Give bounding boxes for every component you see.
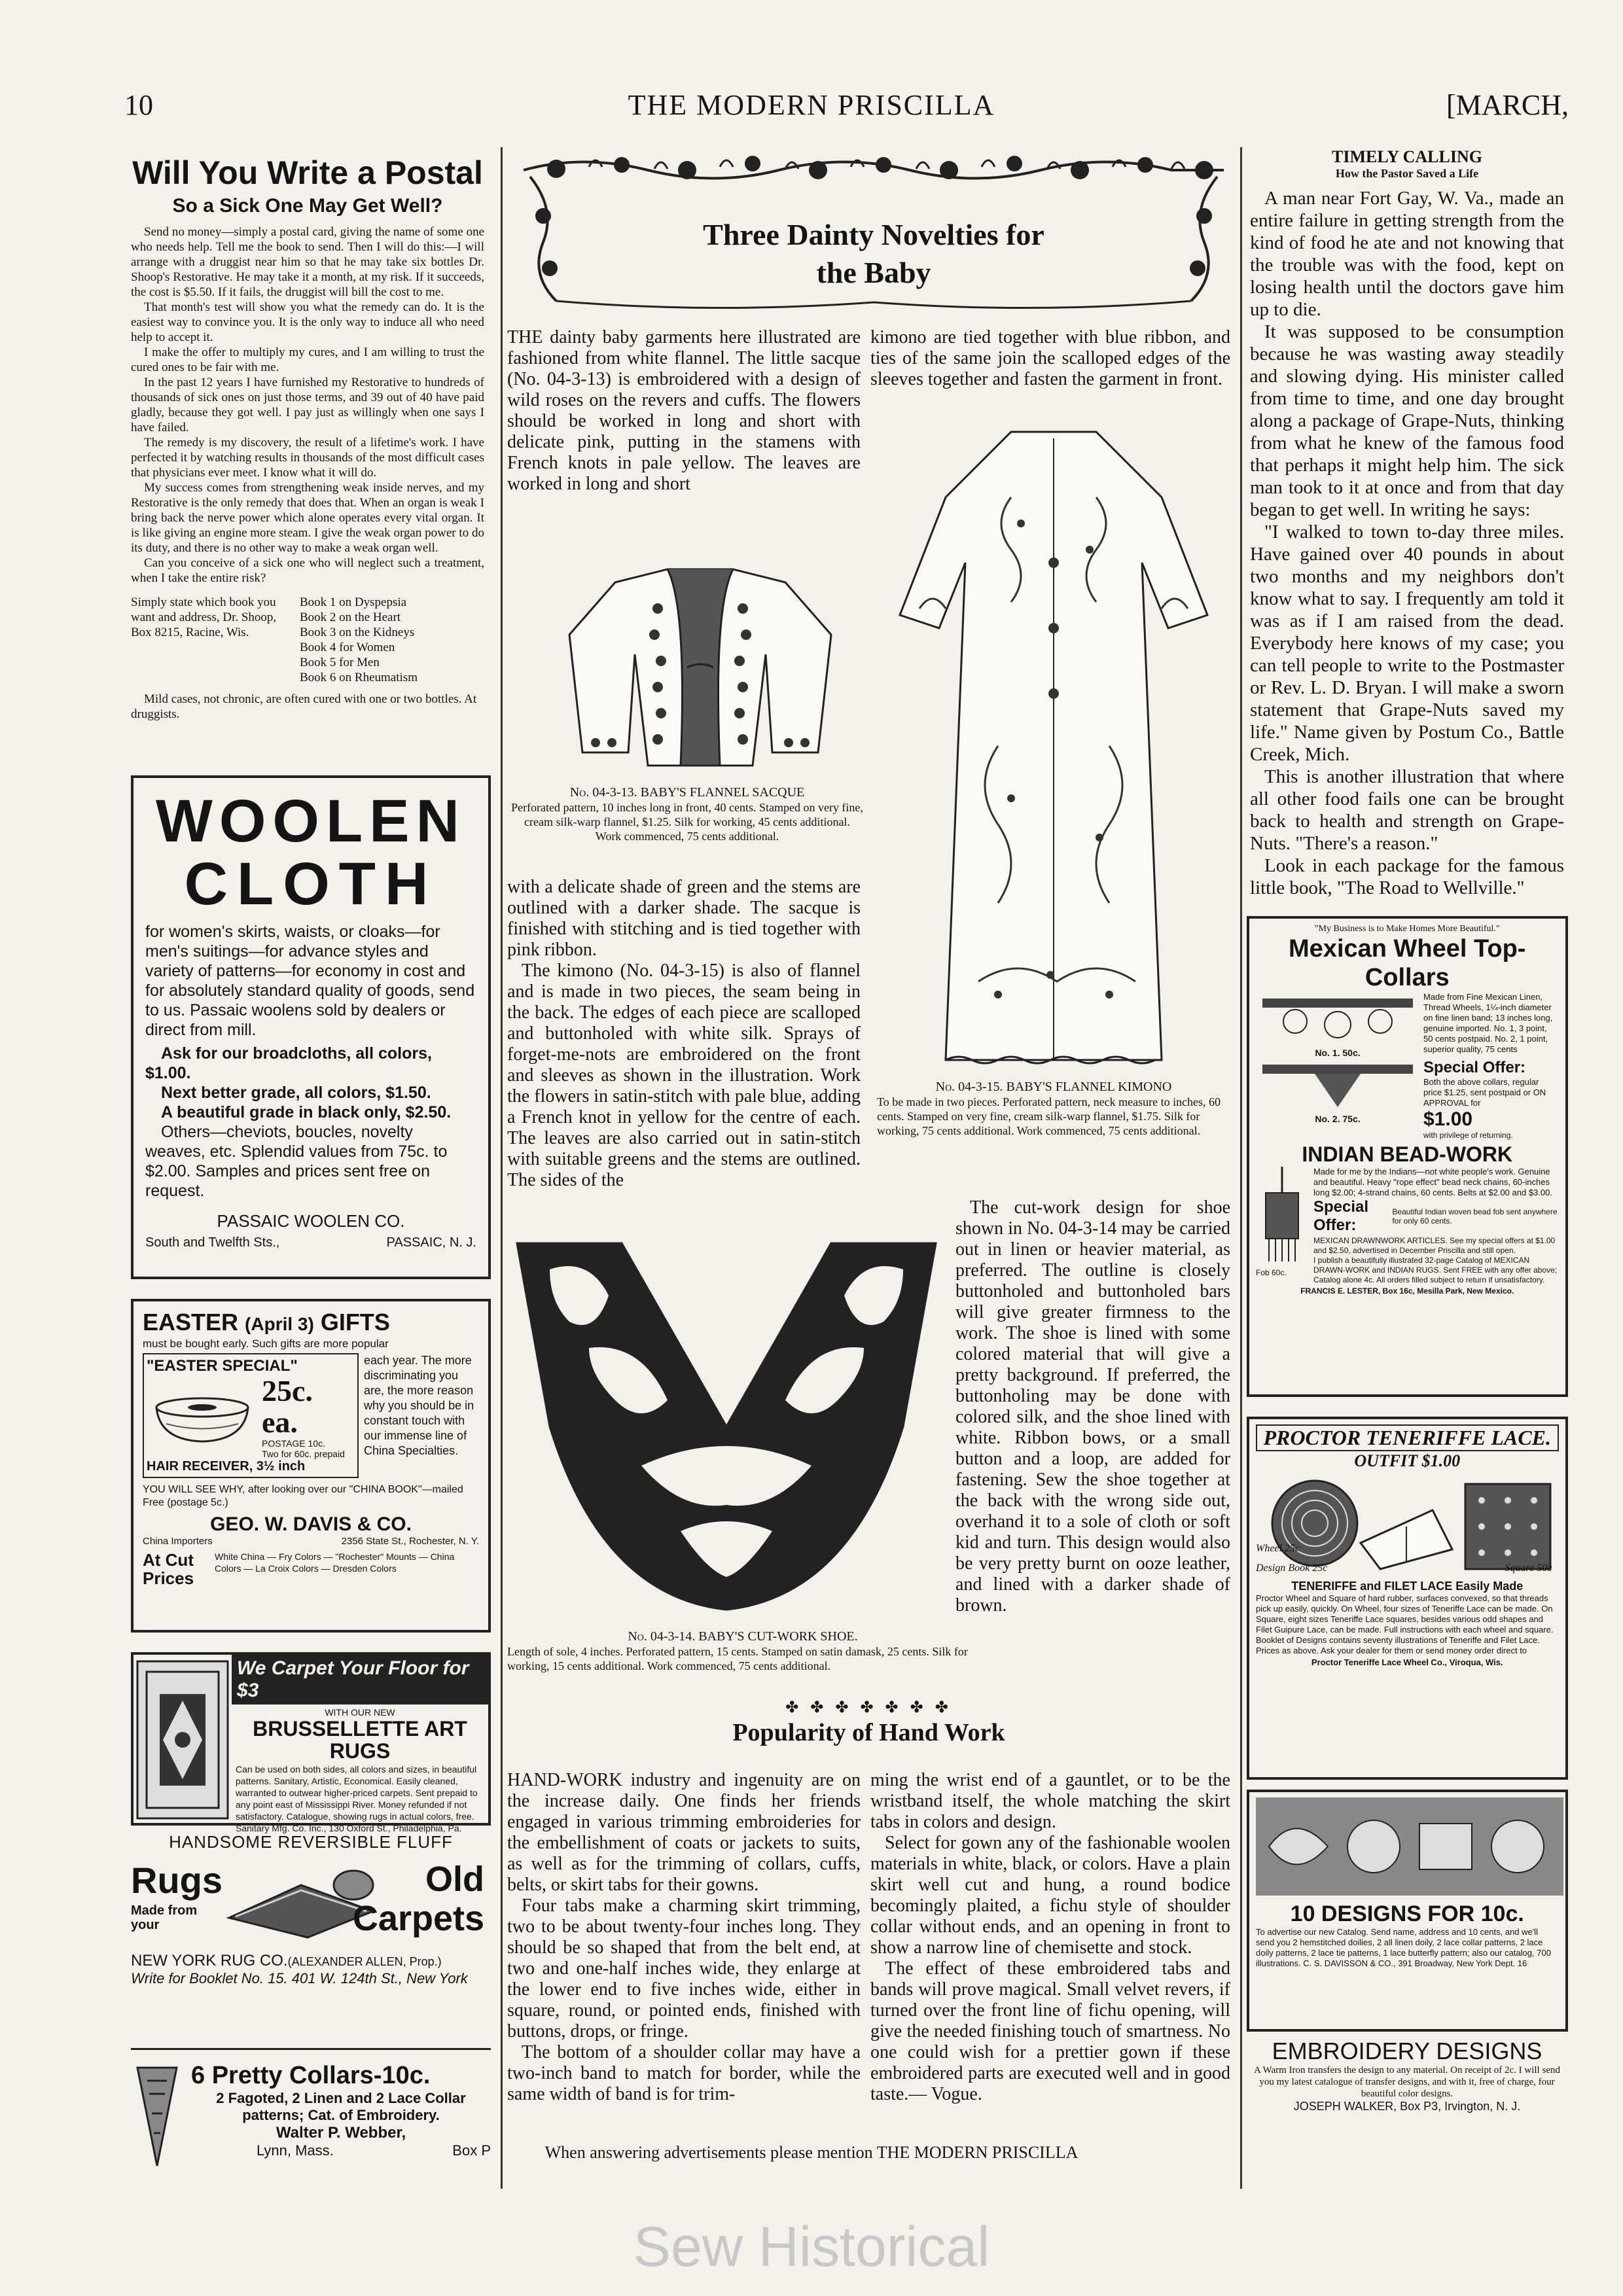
- article-title-line1: Three Dainty Novelties for: [703, 218, 1044, 251]
- timely-calling: [1250, 147, 1564, 899]
- proctor-design: Design Book 25c: [1256, 1563, 1328, 1574]
- collars-name: Walter P. Webber,: [276, 2124, 406, 2142]
- easter-ad: [131, 1299, 491, 1633]
- postal-para: My success comes from strengthening weak inside nerves, and my Restorative is the only remedy that does that. When an organ is weak I bring back the nerve power which alone operates every vital organ. It is like giving an engine more steam. I give the weak organ power to do its duty, and there is no other way to make a weak organ well.: [131, 481, 484, 555]
- sacque-caption: No. 04-3-13. BABY'S FLANNEL SACQUE: [569, 785, 805, 800]
- bead-offer-body: Beautiful Indian woven bead fob sent anywhere for only 60 cents.: [1392, 1207, 1558, 1226]
- timely-para: A man near Fort Gay, W. Va., made an entire failure in getting strength from the kind of food he ate and not knowing that the trouble was with the food, kept on losing health until the doctors gave him up to die.: [1250, 188, 1564, 320]
- embroidery-ad: [1250, 2038, 1564, 2113]
- timely-subtitle: How the Pastor Saved a Life: [1335, 167, 1479, 180]
- proctor-body: Proctor Wheel and Square of hard rubber, surfaces convexed, so that threads pick up easily, quickly. On Wheel, four sizes of Teneriffe Lace can be made. On Square, eight sizes Teneriffe Lace squares, besides various odd shapes and Filet Guipure Lace, can be made. Full instructions with each wheel and square. Booklet of Designs contains seventy illustrations of Teneriffe and Filet Lace. Prices as above. Ask your dealer for them or send money order direct to: [1256, 1593, 1554, 1655]
- carpet-text: [232, 1655, 488, 1833]
- carpet-with: WITH OUR NEW: [325, 1707, 395, 1718]
- article-title-block: [517, 150, 1230, 321]
- postal-books: [131, 595, 484, 685]
- timely-para: This is another illustration that where all other food fails one can be brought back to health and strength on Grape-Nuts. "There's a reason.": [1250, 766, 1564, 854]
- hair-receiver-icon: [147, 1388, 258, 1447]
- easter-importers: China Importers: [143, 1536, 213, 1547]
- carpets-word: Carpets: [352, 1899, 484, 1938]
- article-mid-text: [507, 877, 861, 1191]
- collars-body: 2 Fagoted, 2 Linen and 2 Lace Collar patterns; Cat. of Embroidery.: [216, 2090, 466, 2123]
- embroidery-title: EMBROIDERY DESIGNS: [1272, 2038, 1543, 2064]
- mexican-desc: Made from Fine Mexican Linen, Thread Wheels, 1¼-inch diameter on fine linen band; 13 inches long, genuine imported. No. 1, 3 point, 50 cents postpaid. No. 2, 1 point, superior quality, 75 cents: [1423, 992, 1553, 1054]
- mexican-row: [1256, 992, 1559, 1140]
- article-title: [582, 216, 1165, 292]
- sacque-details: Perforated pattern, 10 inches long in front, 40 cents. Stamped on very fine, cream silk-warp flannel, $1.25. Silk for working, 45 cents additional. Work commenced, 75 cents additional.: [511, 801, 863, 843]
- sacque-icon: [556, 556, 844, 779]
- proctor-square: Square 50c: [1505, 1563, 1552, 1574]
- book-item: Book 6 on Rheumatism: [300, 671, 418, 684]
- bead-text: [1313, 1167, 1559, 1285]
- carpet-ad-inner: [134, 1655, 488, 1833]
- handwork-header: [507, 1698, 1230, 1748]
- embroidery-address: JOSEPH WALKER, Box P3, Irvington, N. J.: [1293, 2100, 1521, 2113]
- easter-date: (April 3): [245, 1314, 314, 1334]
- proctor-outfit: OUTFIT $1.00: [1354, 1451, 1461, 1470]
- handwork-para: The effect of these embroidered tabs and bands will prove magical. Small velvet revers, if turned over the front line of fichu opening, will give the needed finishing touch of smartness. No one could wish for a prettier gown if these embroidered parts are executed well and in good taste.— Vogue.: [870, 1958, 1230, 2104]
- mexican-ad: [1247, 916, 1568, 1397]
- sacque-illustration: [556, 556, 844, 779]
- magazine-title: THE MODERN PRISCILLA: [628, 89, 995, 121]
- shoe-caption: No. 04-3-14. BABY'S CUT-WORK SHOE.: [628, 1629, 858, 1644]
- timely-title: TIMELY CALLING: [1332, 147, 1482, 166]
- easter-price: 25c. ea.: [262, 1374, 313, 1439]
- mexican-images: [1256, 992, 1419, 1140]
- mexican-title: Mexican Wheel Top-Collars: [1289, 935, 1526, 991]
- mexican-desc-col: [1423, 992, 1559, 1140]
- article-para-1: THE dainty baby garments here illustrated are fashioned from white flannel. The little sacque (No. 04-3-13) is embroidered with a design of wild roses on the revers and cuffs. The flowers should be worked in long and short with delicate pink, putting in the stamens with French knots in pale yellow. The leaves are worked in long and short: [507, 327, 861, 494]
- cloth-title: CLOTH: [184, 851, 438, 917]
- woolen-body: for women's skirts, waists, or cloaks—for men's suitings—for advance styles and variety of patterns—for economy in cost and for absolutely standard quality of goods, send to us. Passaic woolens sold by dealers or direct from mill.: [145, 923, 475, 1039]
- shoe-caption-block: [507, 1629, 978, 1673]
- watermark: Sew Historical: [633, 2216, 990, 2278]
- timely-body: [1250, 187, 1564, 899]
- easter-main: [143, 1353, 479, 1478]
- rugs-prop: (ALEXANDER ALLEN, Prop.): [287, 1955, 442, 1968]
- timely-para: Look in each package for the famous little book, "The Road to Wellville.": [1250, 855, 1564, 898]
- easter-special: "EASTER SPECIAL": [147, 1357, 298, 1375]
- bead-offer: Special Offer:: [1313, 1198, 1369, 1234]
- book-item: Book 3 on the Kidneys: [300, 626, 415, 639]
- handwork-para: HAND-WORK industry and ingenuity are on the increase daily. One finds her friends engaged in various trimming embroideries for the embellishment of coats or jackets to suits, as well as for the trimming of collars, cuffs, belts, or skirt tabs for their gowns.: [507, 1770, 861, 1895]
- postal-ad-subtitle: So a Sick One May Get Well?: [172, 195, 443, 217]
- carpet-ad: [131, 1652, 491, 1833]
- mexican-special: Special Offer:: [1423, 1059, 1526, 1076]
- collars-title: 6 Pretty Collars-10c.: [191, 2062, 431, 2089]
- handwork-para: Four tabs make a charming skirt trimming, two to be about twenty-four inches long. They should be so shaped that from the belt end, at two and one-half inches wide, they enlarge at the lower end to five inches wide, either in square, round, or pointed ends, finished with buttons, drops, or fringe.: [507, 1896, 861, 2041]
- rugs-mid: [131, 1852, 491, 1951]
- woolen-others: Others—cheviots, boucles, novelty weaves, etc. Splendid values from 75c. to $2.00. Samples and prices sent free on request.: [145, 1123, 448, 1200]
- wheel-collar-icon: [1256, 992, 1419, 1044]
- article-para-2: with a delicate shade of green and the stems are outlined with a darker shade. The sacque is finished with stitching and is tied together with pink ribbon.: [507, 877, 861, 960]
- proctor-wheel: Wheel 25c: [1256, 1543, 1300, 1554]
- postal-para: Send no money—simply a postal card, giving the name of some one who needs help. Tell me the book to send. Then I will do this:—I will arrange with a druggist near him so that he may take six bottles Dr. Shoop's Restorative. He may take it a month, at my risk. If it succeeds, the cost is $5.50. If it fails, the druggist will bill the cost to me.: [131, 225, 484, 299]
- old-word: Old: [425, 1860, 484, 1899]
- timely-para: "I walked to town to-day three miles. Have gained over 40 pounds in about two months and my neighbors don't know what to say. I frequently am told it was as if I am raised from the dead. Everybody here knows of my case; you can tell people to write to the Postmaster or Rev. L. D. Bryan. I will make a sworn statement that Grape-Nuts saved my life." Name given by Postum Co., Battle Creek, Mich.: [1250, 521, 1564, 765]
- rugs-ad: [131, 1832, 491, 2050]
- book-item: Book 1 on Dyspepsia: [300, 595, 407, 609]
- designs-body: To advertise our new Catalog. Send name, address and 10 cents, and we'll send you 2 hemstitched doilies, 2 all linen doily, 2 lace collar patterns, 2 lace doily patterns, 2 lace tie patterns, 1 lace butterfly pattern; also our catalog, 700 illustrations. C. S. DAVISSON & CO., 391 Broadway, New York Dept. 16: [1256, 1927, 1551, 1968]
- column-rule-left: [501, 147, 503, 2189]
- embroidery-body: A Warm Iron transfers the design to any material. On receipt of 2c. I will send you my latest catalogue of transfer designs, and with it, free of charge, four beautiful color designs.: [1254, 2065, 1560, 2099]
- bead-fob-col: [1256, 1167, 1308, 1285]
- proctor-company: Proctor Teneriffe Lace Wheel Co., Viroqua, Wis.: [1311, 1657, 1503, 1667]
- issue-date: [MARCH,: [1446, 89, 1569, 121]
- woolen-price-3: A beautiful grade in black only, $2.50.: [161, 1103, 452, 1122]
- bead-body: Made for me by the Indians—not white people's work. Genuine and beautiful. Heavy "rope effect" bead neck chains, 60-inches long $2.00; 4-strand chains, 60 cents. Belts at $2.00 and $3.00.: [1313, 1167, 1552, 1197]
- woolen-ad: [131, 775, 491, 1279]
- easter-why: YOU WILL SEE WHY, after looking over our "CHINA BOOK"—mailed Free (postage 5c.): [143, 1484, 463, 1508]
- mexican-special-body: Both the above collars, regular price $1.25, sent postpaid or ON APPROVAL for: [1423, 1077, 1546, 1108]
- kimono-illustration: [880, 419, 1227, 1073]
- woolen-price-2: Next better grade, all colors, $1.50.: [161, 1084, 431, 1102]
- mexican-drawnwork: MEXICAN DRAWNWORK ARTICLES. See my special offers at $1.00 and $2.50, advertised in December Priscilla and still open.: [1313, 1236, 1556, 1255]
- sacque-caption-block: [510, 785, 864, 843]
- mexican-special-price: $1.00: [1423, 1108, 1473, 1130]
- kimono-caption-block: [877, 1080, 1230, 1138]
- ornament-row: ✤ ✤ ✤ ✤ ✤ ✤ ✤: [785, 1699, 952, 1716]
- bead-row: [1256, 1167, 1559, 1285]
- proctor-title: PROCTOR TENERIFFE LACE.: [1256, 1424, 1559, 1451]
- postal-para: In the past 12 years I have furnished my Restorative to hundreds of thousands of sick ones on just those terms, and 39 out of 40 have paid gladly, because they got well. I pay just as willingly when one says I have failed.: [131, 376, 484, 434]
- postal-ad-body: [131, 224, 484, 586]
- mexican-motto: "My Business is to Make Homes More Beautiful.": [1314, 924, 1500, 934]
- book-list: [300, 595, 484, 685]
- easter-cut: At Cut Prices: [143, 1550, 194, 1588]
- collars-city: Lynn, Mass.: [257, 2142, 334, 2159]
- rugs-address: 401 W. 124th St., New York: [291, 1970, 468, 1987]
- article-para-3: The kimono (No. 04-3-15) is also of flannel and is made in two pieces, the seam being in the back. The edges of each piece are scalloped and buttonholed with white silk. Sprays of forget-me-nots are embroidered on the front and sleeves as shown in the illustration. Work the flowers in satin-stitch with pale blue, adding a French knot in yellow for the centre of each. The leaves are also carried out in satin-stitch with suitable greens and the stems are outlined. The sides of the: [507, 961, 861, 1190]
- easter-two-for: Two for 60c. prepaid: [262, 1449, 345, 1459]
- woolen-company: PASSAIC WOOLEN CO.: [217, 1211, 405, 1231]
- shoe-icon: [510, 1230, 942, 1623]
- rug-pattern-icon: [134, 1655, 232, 1825]
- easter-side: each year. The more discriminating you are, the more reason why you should be in constant touch with our immense line of China Specialties.: [364, 1354, 474, 1457]
- handwork-para: ming the wrist end of a gauntlet, or to be the wristband itself, the whole matching the skirt tabs in colors and design.: [870, 1770, 1230, 1832]
- rugs-company: NEW YORK RUG CO.: [131, 1952, 288, 1969]
- book-item: Book 4 for Women: [300, 641, 395, 654]
- postal-address: Simply state which book you want and address, Dr. Shoop, Box 8215, Racine, Wis.: [131, 595, 277, 639]
- article-para-1-continued: kimono are tied together with blue ribbon, and ties of the same join the scalloped edges of the sleeves together and fasten the garment in front.: [870, 327, 1230, 389]
- handwork-para: The bottom of a shoulder collar may have a two-inch band to match for border, while the same width of band is for trim-: [507, 2042, 861, 2104]
- book-item: Book 2 on the Heart: [300, 610, 401, 624]
- rugs-company-line: [131, 1952, 491, 1970]
- rugs-top: HANDSOME REVERSIBLE FLUFF: [169, 1832, 453, 1852]
- timely-para: It was supposed to be consumption because he was wasting away steadily and slowing dying. His minister called from time to time, and one day brought along a package of Grape-Nuts, thinking from what he knew of the famous food that perhaps it might help him. The sick man took to it at once and from that day began to get well. In writing he says:: [1250, 321, 1564, 520]
- easter-sub: must be bought early. Such gifts are more popular: [143, 1337, 389, 1350]
- postal-para: That month's test will show you what the remedy can do. It is the easiest way to convince you. It is the only way to induce all who need help to accept it.: [131, 300, 484, 344]
- kimono-icon: [880, 419, 1227, 1073]
- easter-product: [147, 1375, 355, 1459]
- easter-address-line: [143, 1536, 479, 1547]
- carpet-body: Can be used on both sides, all colors and sizes, in beautiful patterns. Sanitary, Artistic, Economical. Easily cleaned, warranted to outwear higher-priced carpets. Sent prepaid to any point east of Mississippi River. Money refunded if not satisfactory. Catalogue, showing rugs in actual colors, free. Sanitary Mfg. Co. Inc., 130 Oxford St., Philadelphia, Pa.: [236, 1764, 478, 1833]
- mexican-address: FRANCIS E. LESTER, Box 16c, Mesilla Park, New Mexico.: [1300, 1286, 1514, 1296]
- bead-offer-row: [1313, 1198, 1559, 1235]
- handwork-title: Popularity of Hand Work: [732, 1719, 1005, 1746]
- easter-headline: [143, 1309, 479, 1337]
- column-rule-right: [1240, 147, 1242, 2189]
- woolen-city: PASSAIC, N. J.: [386, 1235, 476, 1250]
- woolen-title: WOOLEN: [156, 788, 466, 855]
- kimono-caption: No. 04-3-15. BABY'S FLANNEL KIMONO: [935, 1080, 1172, 1094]
- proctor-ad: [1247, 1417, 1568, 1780]
- collars-ad: [131, 2061, 491, 2185]
- easter-price-block: [262, 1375, 355, 1459]
- footer-note: When answering advertisements please mention THE MODERN PRISCILLA: [544, 2143, 1079, 2162]
- proctor-images: [1256, 1471, 1559, 1576]
- easter-address: 2356 State St., Rochester, N. Y.: [341, 1536, 479, 1547]
- postal-para: The remedy is my discovery, the result of a lifetime's work. I have perfected it by watching results in thousands of the most difficult cases that physicians ever meet. I know what it will do.: [131, 436, 484, 480]
- kimono-details: To be made in two pieces. Perforated pattern, neck measure to inches, 60 cents. Stamped on very fine, cream silk-warp flannel, $1.75. Silk for working, 75 cents additional. Work commenced, 75 cents additional.: [877, 1095, 1221, 1137]
- bead-fob-icon: [1256, 1167, 1308, 1265]
- rugs-made: Made from your: [131, 1903, 198, 1932]
- postal-para: I make the offer to multiply my cures, and I am willing to trust the cured ones to be fair with me.: [131, 345, 484, 374]
- page-number: 10: [124, 89, 153, 121]
- easter-item: HAIR RECEIVER, 3½ inch: [147, 1459, 306, 1474]
- bead-title: INDIAN BEAD-WORK: [1302, 1142, 1513, 1166]
- postal-ad: [131, 154, 484, 722]
- easter-bottom: [143, 1551, 479, 1587]
- wheel-collar-2-icon: [1256, 1058, 1419, 1110]
- handwork-para: Select for gown any of the fashionable woolen materials in white, black, or colors. Have a plain skirt well cut and hung, a round bodice becomingly plaited, a fichu style of shoulder collar without ends, and an opening in front to show a narrow line of chemisette and stock.: [870, 1833, 1230, 1958]
- mexican-catalog: I publish a beautifully illustrated 32-page Catalog of MEXICAN DRAWN-WORK and INDIAN RUGS. Sent FREE with any offer above; Catalog alone 4c. All orders filled subject to return if unsatisfactory.: [1313, 1256, 1558, 1284]
- easter-special-box: [143, 1353, 359, 1478]
- easter-postage: POSTAGE 10c.: [262, 1438, 325, 1449]
- designs-title: 10 DESIGNS FOR 10c.: [1290, 1901, 1524, 1926]
- woolen-address: South and Twelfth Sts.,: [145, 1235, 280, 1250]
- easter-title: EASTER: [143, 1309, 239, 1335]
- book-item: Book 5 for Men: [300, 656, 380, 669]
- easter-company: GEO. W. DAVIS & CO.: [210, 1513, 412, 1535]
- collars-box: Box P: [452, 2142, 491, 2159]
- woolen-address-line: [145, 1235, 476, 1250]
- lace-wheel-icon: [1256, 1471, 1563, 1576]
- postal-ad-title: Will You Write a Postal: [132, 154, 483, 191]
- carpet-banner: We Carpet Your Floor for $3: [232, 1655, 488, 1704]
- easter-gifts: GIFTS: [320, 1309, 390, 1335]
- woolen-price-1: Ask for our broadcloths, all colors, $1.00.: [145, 1044, 432, 1082]
- proctor-head: TENERIFFE and FILET LACE Easily Made: [1291, 1580, 1524, 1593]
- lace-doily-icon: [1256, 1797, 1563, 1896]
- shoe-details: Length of sole, 4 inches. Perforated pattern, 15 cents. Stamped on satin damask, 25 cents. Silk for working, 15 cents additional. Work commenced, 75 cents additional.: [507, 1645, 968, 1672]
- designs-ad: [1247, 1790, 1568, 2032]
- handwork-col1: [507, 1770, 861, 2105]
- postal-para: Can you conceive of a sick one who will neglect such a treatment, when I take the entire risk?: [131, 556, 484, 585]
- mexican-special-note: with privilege of returning.: [1423, 1131, 1513, 1140]
- article-title-line2: the Baby: [816, 256, 931, 289]
- postal-footer: Mild cases, not chronic, are often cured with one or two bottles. At druggists.: [131, 692, 477, 721]
- easter-list: White China — Fry Colors — "Rochester" Mounts — China Colors — La Croix Colors — Dresden Colors: [215, 1551, 455, 1574]
- bead-fob-label: Fob 60c.: [1256, 1268, 1287, 1277]
- carpet-title: BRUSSELLETTE ART RUGS: [253, 1717, 467, 1763]
- handwork-col2: [870, 1770, 1230, 2105]
- rugs-word: Rugs: [131, 1860, 223, 1901]
- shoe-illustration: [510, 1230, 942, 1623]
- article-para-4: The cut-work design for shoe shown in No. 04-3-14 may be carried out in linen or heavier material, as preferred. The outline is closely buttonholed and buttonholed bars will give greater firmness to the work. The shoe is lined with some colored material that will give a pretty background. If preferred, the buttonholing may be done with colored silk, and the shoe lined with white. Ribbon bows, or a small button and a loop, are added for fastening. Sew the shoe together at the back with the wrong side out, overhand it to a sole of cloth or soft kid and turn. This design would also be very pretty burnt on ooze leather, and lined with a darker shade of brown.: [955, 1197, 1230, 1616]
- mexican-no2: No. 2. 75c.: [1315, 1114, 1361, 1124]
- rugs-booklet: Write for Booklet No. 15.: [131, 1970, 288, 1987]
- mexican-no1: No. 1. 50c.: [1315, 1048, 1361, 1058]
- rugs-booklet-line: [131, 1970, 491, 1987]
